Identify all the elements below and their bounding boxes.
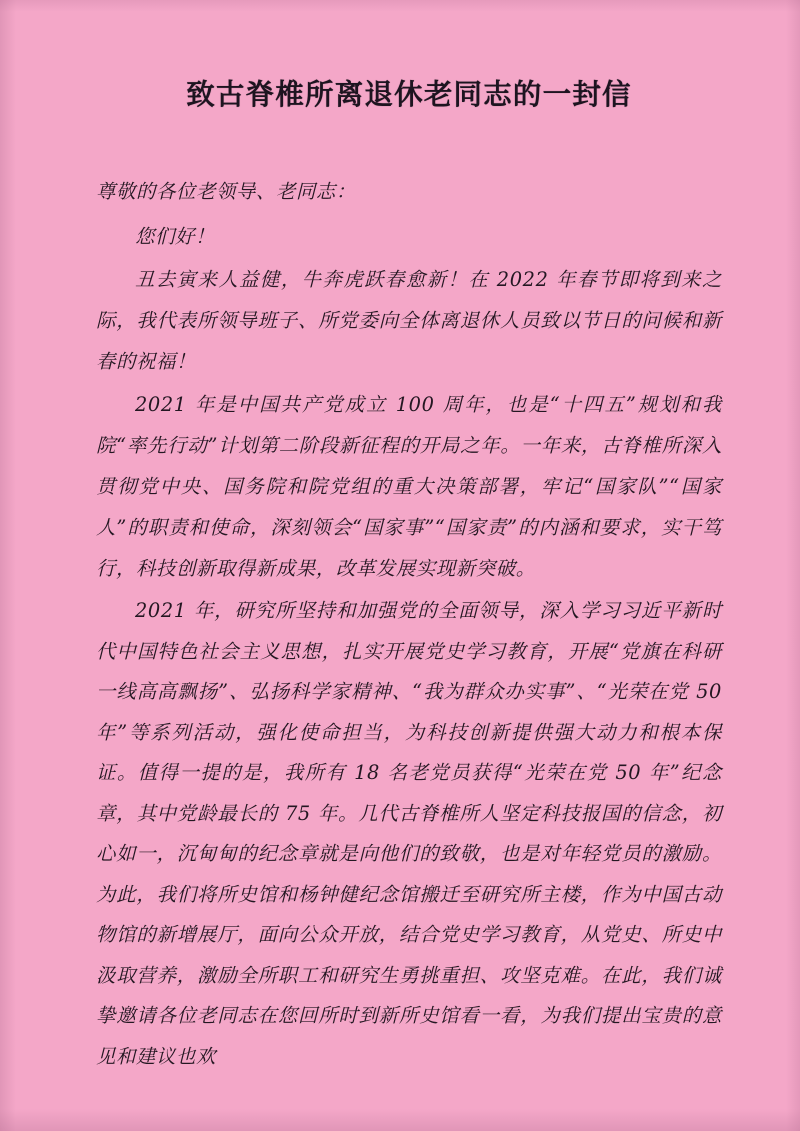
salutation: 尊敬的各位老领导、老同志： xyxy=(96,180,356,203)
paragraph-party-building: 2021 年，研究所坚持和加强党的全面领导，深入学习习近平新时代中国特色社会主义思想，扎实开展党史学习教育，开展“党旗在科研一线高高飘扬”、弘扬科学家精神、“我为群众办实事”、“光荣在党 50 年”等系列活动，强化使命担当，为科技创新提供强大动力和根本保证。值得一提的是，我所有 18 名老党员获得“光荣在党 50 年”纪念章，其中党龄最长的 75 年。几代古脊椎所人坚定科技报国的信念，初心如一，沉甸甸的纪念章就是向他们的致敬，也是对年轻党员的激励。为此，我们将所史馆和杨钟健纪念馆搬迁至研究所主楼，作为中国古动物馆的新增展厅，面向公众开放，结合党史学习教育，从党史、所史中汲取营养，激励全所职工和研究生勇挑重担、攻坚克难。在此，我们诚挚邀请各位老同志在您回所时到新所史馆看一看，为我们提出宝贵的意见和建议也欢 xyxy=(96,599,722,1068)
letter-body xyxy=(96,171,722,1077)
page-title: 致古脊椎所离退休老同志的一封信 xyxy=(186,77,632,111)
greeting: 您们好！ xyxy=(135,225,215,248)
paragraph-2021-review: 2021 年是中国共产党成立 100 周年，也是“十四五”规划和我院“率先行动”计划第二阶段新征程的开局之年。一年来，古脊椎所深入贯彻党中央、国务院和院党组的重大决策部署，牢记“国家队”“国家人”的职责和使命，深刻领会“国家事”“国家责”的内涵和要求，实干笃行，科技创新取得新成果，改革发展实现新突破。 xyxy=(96,393,722,580)
paragraph-new-year-wishes: 丑去寅来人益健，牛奔虎跃春愈新！在 2022 年春节即将到来之际，我代表所领导班子、所党委向全体离退休人员致以节日的问候和新春的祝福！ xyxy=(96,268,722,373)
